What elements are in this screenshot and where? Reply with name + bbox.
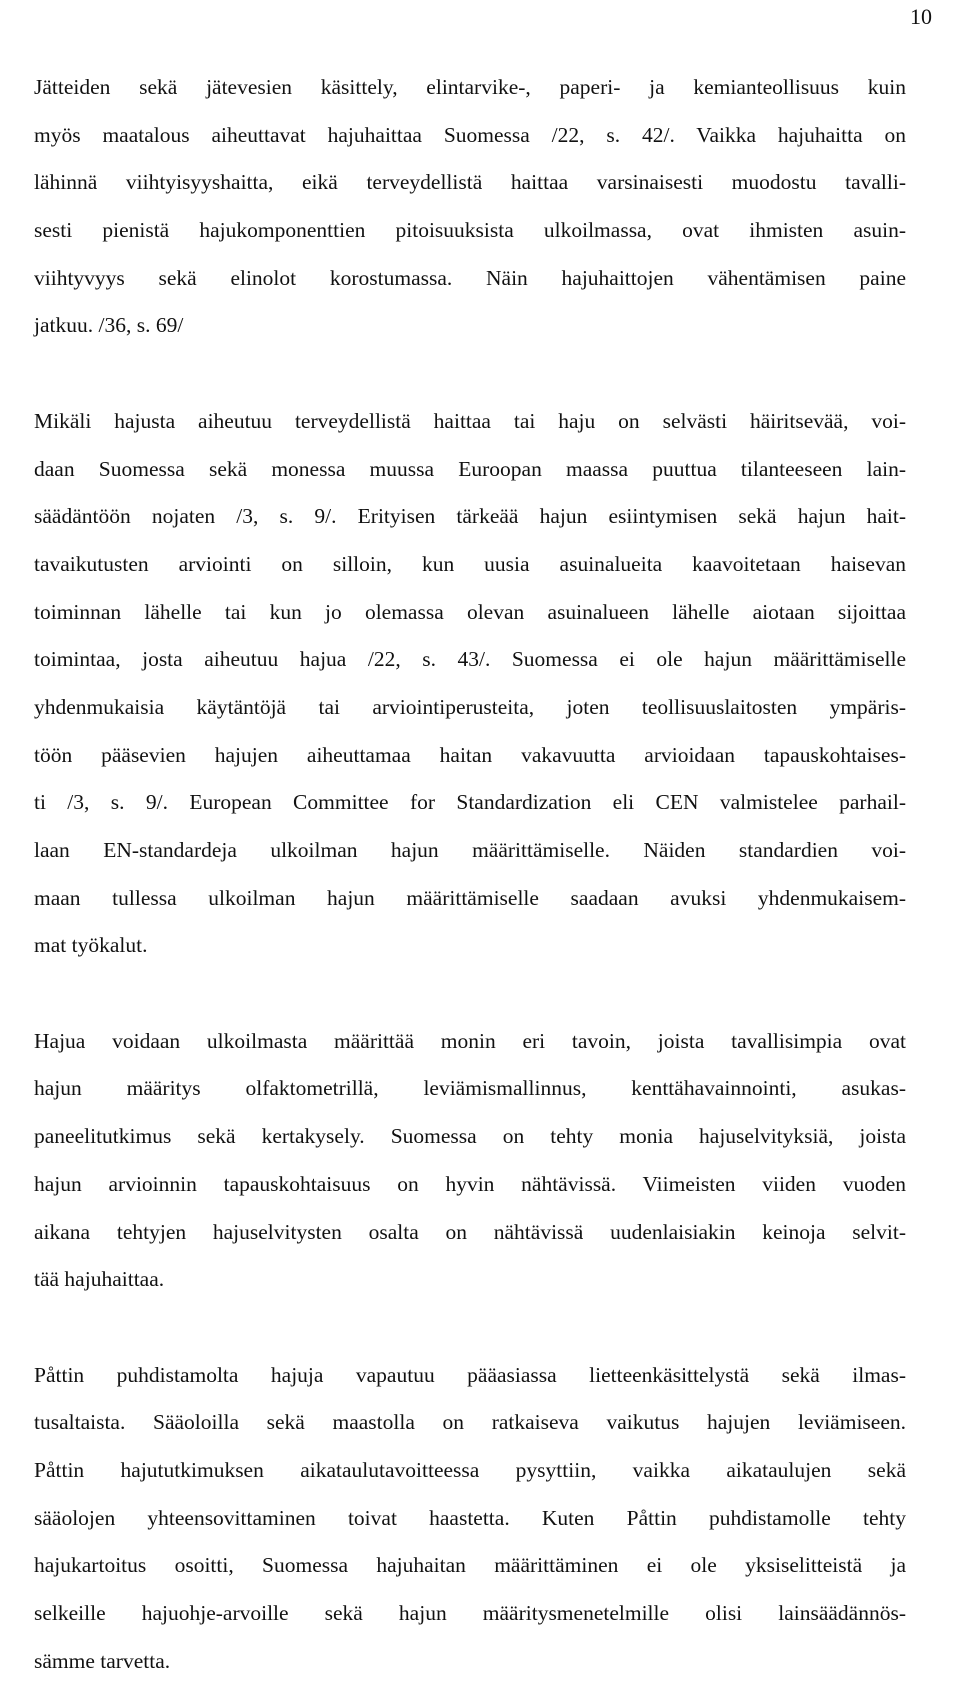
paragraph-pattti-plant: [34, 1352, 906, 1685]
page-number: 10: [910, 4, 932, 29]
text-line: mat työkalut.: [34, 933, 148, 958]
paragraph-gap: [34, 970, 906, 1018]
text-line: Jätteiden sekä jätevesien käsittely, elintarvike-, paperi- ja kemianteollisuus kuin: [34, 75, 906, 99]
text-line: Påttin puhdistamolta hajuja vapautuu pääasiassa lietteenkäsittelystä sekä ilmas-: [34, 1362, 906, 1387]
text-line: laan EN-standardeja ulkoilman hajun määrittämiselle. Näiden standardien voi-: [34, 838, 906, 862]
text-line: tavaikutusten arviointi on silloin, kun uusia asuinalueita kaavoitetaan haisevan: [34, 551, 906, 576]
paragraph-legislation: [34, 398, 906, 970]
text-line: Påttin hajututkimuksen aikataulutavoitteessa pysyttiin, vaikka aikataulujen sekä: [34, 1457, 906, 1482]
text-line: lähinnä viihtyisyyshaitta, eikä terveydellistä haittaa varsinaisesti muodostu tavalli-: [34, 170, 906, 195]
text-line: ti /3, s. 9/. European Committee for Standardization eli CEN valmistelee parhail-: [34, 790, 906, 815]
text-line: viihtyvyys sekä elinolot korostumassa. Näin hajuhaittojen vähentämisen paine: [34, 265, 906, 290]
document-body: [34, 64, 906, 1685]
text-line: sämme tarvetta.: [34, 1648, 171, 1673]
text-line: toiminnan lähelle tai kun jo olemassa olevan asuinalueen lähelle aiotaan sijoittaa: [34, 599, 906, 624]
text-line: paneelitutkimus sekä kertakysely. Suomessa on tehty monia hajuselvityksiä, joista: [34, 1124, 906, 1149]
text-line: selkeille hajuohje-arvoille sekä hajun määritysmenetelmille olisi lainsäädännös-: [34, 1601, 906, 1625]
paragraph-measurement-methods: [34, 1018, 906, 1304]
text-line: jatkuu. /36, s. 69/: [34, 313, 184, 338]
text-line: sesti pienistä hajukomponenttien pitoisuuksista ulkoilmassa, ovat ihmisten asuin-: [34, 218, 906, 243]
text-line: yhdenmukaisia käytäntöjä tai arviointiperusteita, joten teollisuuslaitosten ympäris-: [34, 694, 906, 719]
paragraph-odor-sources: [34, 64, 906, 350]
text-line: maan tullessa ulkoilman hajun määrittämiselle saadaan avuksi yhdenmukaisem-: [34, 885, 906, 910]
text-line: Hajua voidaan ulkoilmasta määrittää monin eri tavoin, joista tavallisimpia ovat: [34, 1028, 906, 1053]
text-line: daan Suomessa sekä monessa muussa Euroopan maassa puuttua tilanteeseen lain-: [34, 456, 906, 481]
text-line: tusaltaista. Sääoloilla sekä maastolla on ratkaiseva vaikutus hajujen leviämiseen.: [34, 1410, 906, 1435]
text-line: Mikäli hajusta aiheutuu terveydellistä haittaa tai haju on selvästi häiritsevää, voi-: [34, 408, 906, 433]
text-line: hajun arvioinnin tapauskohtaisuus on hyvin nähtävissä. Viimeisten viiden vuoden: [34, 1171, 906, 1196]
text-line: säädäntöön nojaten /3, s. 9/. Erityisen tärkeää hajun esiintymisen sekä hajun hait-: [34, 504, 906, 529]
paragraph-gap: [34, 1304, 906, 1352]
text-line: sääolojen yhteensovittaminen toivat haastetta. Kuten Påttin puhdistamolle tehty: [34, 1505, 906, 1530]
text-line: aikana tehtyjen hajuselvitysten osalta on nähtävissä uudenlaisiakin keinoja selvit-: [34, 1219, 906, 1244]
text-line: toimintaa, josta aiheutuu hajua /22, s. 43/. Suomessa ei ole hajun määrittämiselle: [34, 647, 906, 672]
text-line: hajukartoitus osoitti, Suomessa hajuhaitan määrittäminen ei ole yksiselitteistä ja: [34, 1553, 906, 1578]
text-line: tää hajuhaittaa.: [34, 1267, 165, 1292]
text-line: hajun määritys olfaktometrillä, leviämismallinnus, kenttähavainnointi, asukas-: [34, 1076, 906, 1101]
paragraph-gap: [34, 350, 906, 398]
text-line: myös maatalous aiheuttavat hajuhaittaa Suomessa /22, s. 42/. Vaikka hajuhaitta on: [34, 122, 906, 147]
text-line: töön pääsevien hajujen aiheuttamaa haitan vakavuutta arvioidaan tapauskohtaises-: [34, 742, 906, 767]
